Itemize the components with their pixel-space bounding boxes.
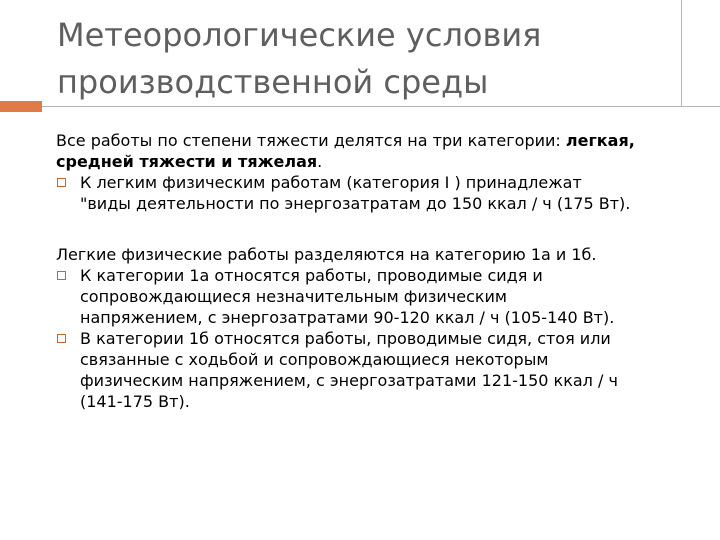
title-line-1: Метеорологические условия <box>57 16 542 54</box>
bullet-1-line-2: "виды деятельности по энергозатратам до 150 ккал / ч (175 Вт). <box>80 194 631 213</box>
bullet-2-line-3: напряжением, с энергозатратами 90-120 ккал / ч (105-140 Вт). <box>80 308 615 327</box>
slide-body <box>56 130 696 412</box>
accent-bar <box>0 101 42 112</box>
bullet-2-line-1: К категории 1а относятся работы, проводимые сидя и <box>80 266 543 285</box>
bullet-3-line-1: В категории 1б относятся работы, проводимые сидя, стоя или <box>80 329 611 348</box>
intro-tail: . <box>317 152 323 171</box>
bullet-3-line-2: связанные с ходьбой и сопровождающиеся некоторым <box>80 350 549 369</box>
square-bullet-icon <box>57 334 66 343</box>
bullet-item-1 <box>56 172 696 214</box>
bullet-item-3 <box>56 328 696 412</box>
bullet-1-line-1: К легким физическим работам (категория I ) принадлежат <box>80 173 582 192</box>
bullet-3-line-4: (141-175 Вт). <box>80 392 190 411</box>
square-bullet-icon <box>57 271 66 280</box>
square-bullet-icon <box>57 178 66 187</box>
intro-paragraph <box>56 130 696 172</box>
spacer <box>56 214 696 244</box>
intro-bold-1: легкая, <box>565 131 635 150</box>
bullet-2-line-2: сопровождающиеся незначительным физическим <box>80 287 507 306</box>
bullet-item-2 <box>56 265 696 328</box>
vertical-divider <box>681 0 682 106</box>
title-line-2: производственной среды <box>57 63 489 101</box>
bullet-3-line-3: физическим напряжением, с энергозатратами 121-150 ккал / ч <box>80 371 618 390</box>
intro-bold-2: средней тяжести и тяжелая <box>56 152 318 171</box>
intro-text: Все работы по степени тяжести делятся на три категории: <box>56 131 566 150</box>
slide-title <box>57 12 677 106</box>
title-divider <box>42 106 720 107</box>
paragraph-2: Легкие физические работы разделяются на категорию 1а и 1б. <box>56 245 597 264</box>
